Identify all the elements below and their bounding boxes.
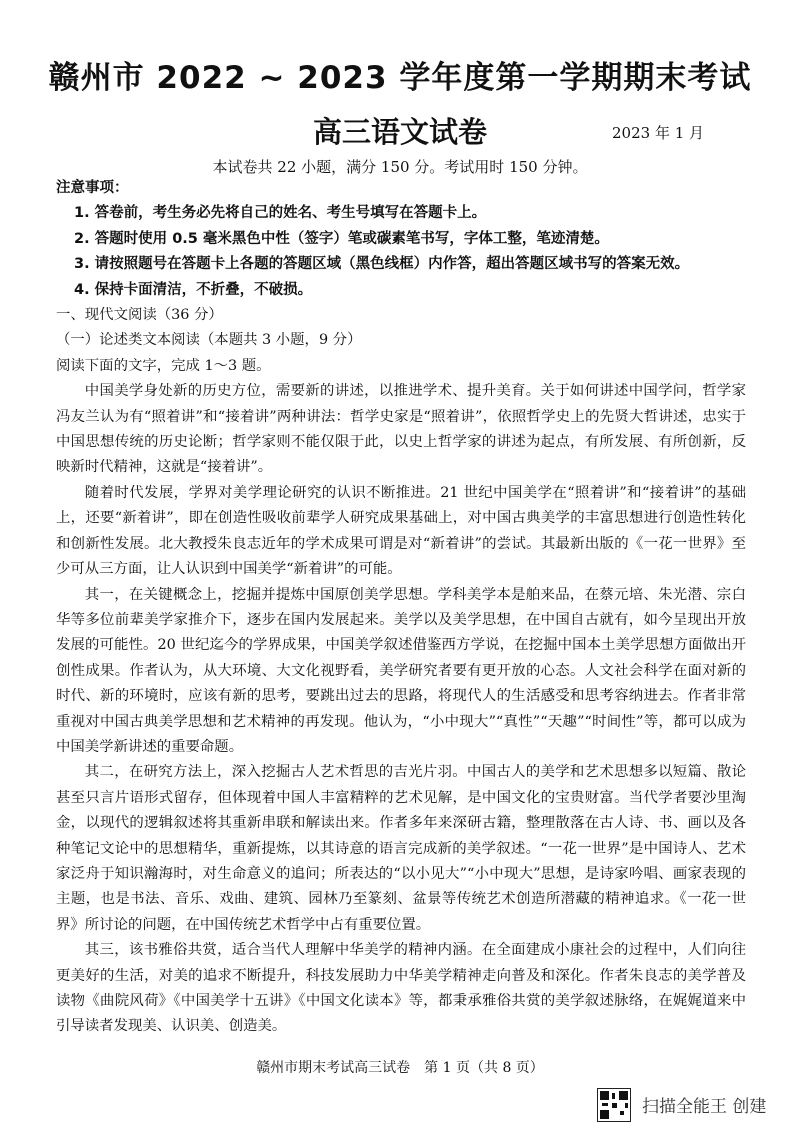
- notice-item: 3. 请按照题号在答题卡上各题的答题区域（黑色线框）内作答，超出答题区域书写的答案无效。: [74, 256, 690, 273]
- notice-item: 4. 保持卡面清洁，不折叠，不破损。: [74, 281, 313, 298]
- exam-title: 赣州市 2022 ~ 2023 学年度第一学期期末考试: [48, 60, 752, 96]
- exam-content: [56, 176, 746, 1040]
- section-heading: 一、现代文阅读（36 分）: [56, 307, 223, 324]
- sub-section-heading: （一）论述类文本阅读（本题共 3 小题，9 分）: [56, 332, 362, 349]
- passage-paragraph: 其三，该书雅俗共赏，适合当代人理解中华美学的精神内涵。在全面建成小康社会的过程中，人们向往更美好的生活，对美的追求不断提升，科技发展助力中华美学精神走向普及和深化。作者朱良志的美学普及读物《曲院风荷》《中国美学十五讲》《中国文化读本》等，都秉承雅俗共赏的美学叙述脉络，在娓娓道来中引导读者发现美、认识美、创造美。: [56, 942, 746, 1035]
- passage-paragraph: 其二，在研究方法上，深入挖掘古人艺术哲思的吉光片羽。中国古人的美学和艺术思想多以短篇、散论甚至只言片语形式留存，但体现着中国人丰富精粹的艺术见解，是中国文化的宝贵财富。当代学者要沙里淘金，以现代的逻辑叙述将其重新串联和解读出来。作者多年来深研古籍，整理散落在古人诗、书、画以及各种笔记文论中的思想精华，重新提炼，以其诗意的语言完成新的美学叙述。“一花一世界”是中国诗人、艺术家泛舟于知识瀚海时，对生命意义的追问；所表达的“以小见大”“小中现大”思想，是诗家吟唱、画家表现的主题，也是书法、音乐、戏曲、建筑、园林乃至篆刻、盆景等传统艺术创造所潜藏的精神追求。《一花一世界》所讨论的问题，在中国传统艺术哲学中占有重要位置。: [56, 764, 746, 933]
- notice-item: 1. 答卷前，考生务必先将自己的姓名、考生号填写在答题卡上。: [74, 205, 487, 222]
- exam-date: 2023 年 1 月: [612, 124, 705, 142]
- exam-info: 本试卷共 22 小题，满分 150 分。考试用时 150 分钟。: [212, 158, 588, 176]
- passage-paragraph: 中国美学身处新的历史方位，需要新的讲述，以推进学术、提升美育。关于如何讲述中国学问，哲学家冯友兰认为有“照着讲”和“接着讲”两种讲法：哲学史家是“照着讲”，依照哲学史上的先贤大哲讲述，忠实于中国思想传统的历史论断；哲学家则不能仅限于此，以史上哲学家的讲述为起点，有所发展、有所创新，反映新时代精神，这就是“接着讲”。: [56, 383, 746, 476]
- notice-heading: 注意事项：: [56, 180, 129, 196]
- passage-paragraph: 随着时代发展，学界对美学理论研究的认识不断推进。21 世纪中国美学在“照着讲”和“接着讲”的基础上，还要“新着讲”，即在创造性吸收前辈学人研究成果基础上，对中国古典美学的丰富思想进行创造性转化和创新性发展。北大教授朱良志近年的学术成果可谓是对“新着讲”的尝试。其最新出版的《一花一世界》至少可从三方面，让人认识到中国美学“新着讲”的可能。: [56, 484, 746, 578]
- scanner-watermark: 扫描全能王 创建: [642, 1097, 767, 1117]
- paper-subtitle: 高三语文试卷: [312, 115, 487, 149]
- passage-paragraph: 其一，在关键概念上，挖掘并提炼中国原创美学思想。学科美学本是舶来品，在蔡元培、朱光潜、宗白华等多位前辈美学家推介下，逐步在国内发展起来。美学以及美学思想，在中国自古就有，如今呈现出开放发展的可能性。20 世纪迄今的学界成果，中国美学叙述借鉴西方学说，在挖掘中国本土美学思想方面做出开创性成果。作者认为，从大环境、大文化视野看，美学研究者要有更开放的心态。人文社会科学在面对新的时代、新的环境时，应该有新的思考，要跳出过去的思路，将现代人的生活感受和思考容纳进去。作者非常重视对中国古典美学思想和艺术精神的再发现。他认为，“小中现大”“真性”“天趣”“时间性”等，都可以成为中国美学新讲述的重要命题。: [56, 586, 746, 755]
- page-footer: 赣州市期末考试高三试卷 第 1 页（共 8 页）: [256, 1060, 544, 1076]
- qr-code-icon: [597, 1088, 631, 1122]
- reading-instruction: 阅读下面的文字，完成 1～3 题。: [56, 357, 271, 374]
- notice-item: 2. 答题时使用 0.5 毫米黑色中性（签字）笔或碳素笔书写，字体工整，笔迹清楚。: [74, 230, 609, 247]
